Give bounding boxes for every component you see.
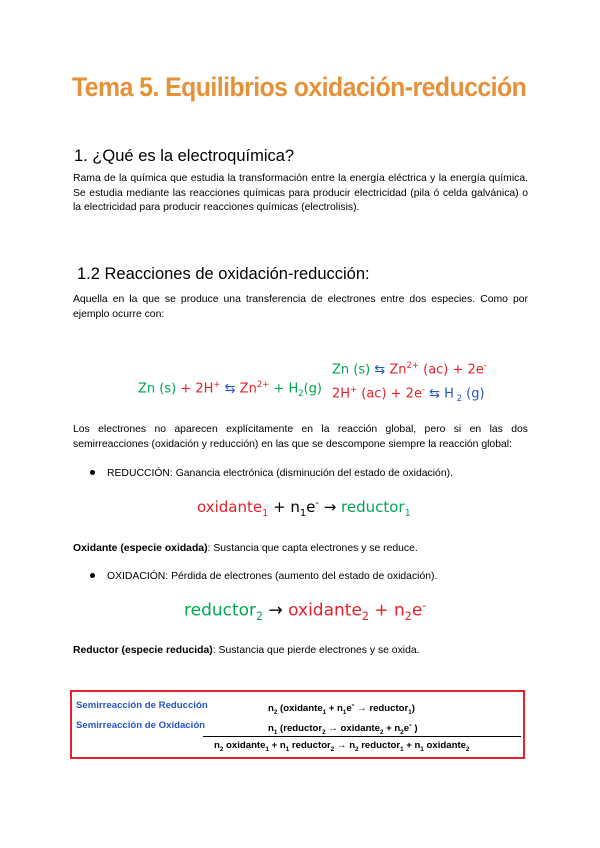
- box-sup: -: [409, 720, 412, 729]
- bullet-dot: [90, 573, 95, 578]
- def-oxidante: : Sustancia que capta electrones y se reduce.: [207, 543, 418, 554]
- eq-plus: +: [176, 381, 196, 397]
- eq-zn-solid: Zn (s): [138, 381, 177, 397]
- eq-arrow: →: [318, 498, 342, 516]
- box-sub: 2: [322, 729, 326, 737]
- eq-plus-n: + n: [268, 498, 300, 516]
- box-sub: 1: [322, 709, 327, 717]
- box-sub: 2: [273, 709, 278, 717]
- eq-sup: -: [421, 384, 425, 394]
- bullet-oxidacion: [90, 571, 437, 582]
- bullet-dot: [90, 470, 95, 475]
- box-sub: 2: [465, 745, 470, 753]
- box-term: + n: [326, 703, 343, 715]
- box-term: e: [346, 703, 352, 715]
- equation-half-oxidation: [332, 360, 487, 377]
- eq-sup: +: [350, 384, 358, 394]
- eq-sup: -: [422, 599, 427, 612]
- def-reductor: : Sustancia que pierde electrones y se oxida.: [212, 645, 420, 656]
- eq-zn-solid: Zn (s): [332, 362, 371, 378]
- box-sub: 1: [408, 709, 412, 717]
- eq-state: (g): [462, 386, 485, 402]
- label-semirreaccion-reduccion: Semirreacción de Reducción: [76, 700, 208, 711]
- eq-reductor: reductor: [341, 498, 405, 516]
- paragraph-redox-intro: Aquella en la que se produce una transferencia de electrones entre dos especies. Como por ejemplo ocurre con:: [73, 294, 528, 320]
- box-sub: 1: [400, 745, 404, 753]
- eq-plus: +: [269, 381, 289, 397]
- eq-h2-gas: H: [444, 386, 454, 402]
- eq-electron: e: [411, 600, 423, 621]
- paragraph-electroquimica: Rama de la química que estudia la transformación entre la energía eléctrica y la energía química. Se estudia mediante las reacciones químicas para producir electricidad (pila ó celda galvánica) o la electricidad para producir reacciones químicas (electrolisis).: [73, 173, 528, 214]
- box-term: e: [403, 723, 410, 735]
- eq-h-ion: 2H: [195, 381, 214, 397]
- equation-reduccion: [197, 498, 411, 519]
- eq-plus-n: + n: [368, 600, 405, 621]
- eq-h2-gas: H: [288, 381, 299, 397]
- box-term: ): [411, 723, 418, 735]
- eq-equilibrium-arrow: ⇆: [425, 386, 445, 402]
- eq-sub: 2: [404, 610, 412, 624]
- eq-equilibrium-arrow: ⇆: [220, 381, 240, 397]
- box-sub: 2: [219, 745, 224, 753]
- eq-oxidante: oxidante: [197, 498, 263, 516]
- eq-sub: 2: [453, 392, 463, 403]
- eq-equilibrium-arrow: ⇆: [370, 362, 390, 378]
- section-heading-electroquimica: 1. ¿Qué es la electroquímica?: [74, 147, 295, 165]
- paragraph-redox-explanation: Los electrones no aparecen explícitamente en la reacción global, pero si en las dos semirreacciones (oxidación y reducción) en las que se descompone siempre la reacción global:: [73, 424, 528, 450]
- box-term: → n: [334, 740, 356, 751]
- eq-electron: e: [306, 498, 316, 516]
- eq-zn-ion: Zn: [389, 362, 407, 378]
- box-term: oxidante: [223, 740, 266, 751]
- box-term: ): [411, 703, 415, 715]
- eq-electrons: (ac) + 2e: [418, 362, 484, 378]
- equation-global: [138, 379, 322, 398]
- box-term: reductor: [289, 740, 331, 751]
- eq-state: (g): [303, 381, 323, 397]
- box-n: n: [268, 703, 274, 715]
- eq-sup: -: [315, 498, 319, 509]
- eq-sub: 1: [262, 508, 269, 519]
- section-heading-redox: 1.2 Reacciones de oxidación-reducción:: [77, 265, 370, 283]
- term-reductor: Reductor (especie reducida): [73, 645, 213, 656]
- eq-sup: +: [213, 379, 221, 389]
- box-term: reductor: [358, 740, 401, 751]
- box-sub: 1: [342, 709, 347, 717]
- definition-reductor: [73, 644, 420, 659]
- eq-sub: 1: [299, 508, 307, 519]
- equation-half-reduction: [332, 384, 485, 403]
- box-term: + n: [383, 723, 401, 735]
- box-term: (reductor: [277, 723, 323, 735]
- box-term: → oxidante: [325, 723, 380, 735]
- equation-oxidacion: [184, 599, 426, 623]
- box-term: (oxidante: [277, 703, 323, 715]
- eq-reductor: reductor: [184, 600, 257, 621]
- box-n: n: [268, 723, 274, 735]
- definition-oxidante: [73, 542, 418, 557]
- box-sub: 2: [379, 729, 384, 737]
- box-sub: 2: [330, 745, 335, 753]
- box-row-global: [214, 740, 469, 753]
- box-term: + n: [268, 740, 286, 751]
- box-n: n: [214, 740, 220, 751]
- term-oxidante: Oxidante (especie oxidada): [73, 543, 208, 554]
- eq-electrons: (ac) + 2e: [357, 386, 422, 402]
- eq-sub: 1: [404, 508, 411, 519]
- box-sub: 2: [400, 729, 404, 737]
- label-semirreaccion-oxidacion: Semirreacción de Oxidación: [76, 720, 206, 731]
- eq-sup: -: [483, 360, 487, 370]
- bullet-oxidacion-text: OXIDACIÓN: Pérdida de electrones (aumento del estado de oxidación).: [107, 571, 438, 582]
- eq-oxidante: oxidante: [288, 600, 362, 621]
- box-sum-line: [203, 736, 521, 737]
- box-sup: -: [351, 700, 355, 709]
- box-row-oxidacion: [268, 720, 418, 736]
- bullet-reduccion: [90, 468, 453, 479]
- eq-sub: 2: [361, 610, 369, 624]
- box-term: + n: [403, 740, 421, 751]
- box-term: oxidante: [423, 740, 466, 751]
- box-sub: 1: [285, 745, 290, 753]
- box-sub: 1: [273, 729, 278, 737]
- box-row-reduccion: [268, 700, 415, 716]
- box-sub: 2: [355, 745, 359, 753]
- box-sub: 1: [265, 745, 269, 753]
- eq-sub: 2: [256, 610, 264, 624]
- eq-h-ion: 2H: [332, 386, 351, 402]
- eq-arrow: →: [263, 600, 289, 621]
- eq-sup: 2+: [406, 360, 419, 370]
- bullet-reduccion-text: REDUCCIÓN: Ganancia electrónica (disminución del estado de oxidación).: [107, 468, 453, 479]
- box-sub: 1: [420, 745, 424, 753]
- page-title: Tema 5. Equilibrios oxidación-reducción: [72, 72, 527, 102]
- eq-zn-ion: Zn: [239, 381, 257, 397]
- eq-sup: 2+: [256, 379, 270, 389]
- box-term: → reductor: [354, 703, 409, 715]
- eq-sub: 2: [298, 387, 304, 398]
